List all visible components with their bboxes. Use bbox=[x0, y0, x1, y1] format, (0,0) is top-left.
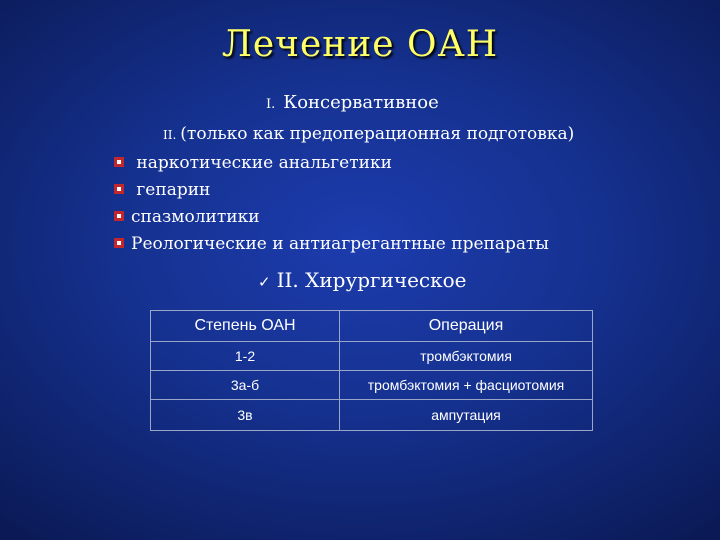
section-label: Консервативное bbox=[283, 92, 439, 113]
square-bullet-icon bbox=[114, 157, 124, 167]
note-number: II. bbox=[163, 128, 177, 142]
square-bullet-icon bbox=[114, 238, 124, 248]
slide-title: Лечение ОАН bbox=[221, 24, 499, 65]
table-cell: тромбэктомия + фасциотомия bbox=[340, 371, 593, 400]
table-cell: тромбэктомия bbox=[340, 342, 593, 371]
table-cell: 3а-б bbox=[151, 371, 340, 400]
table-row bbox=[151, 342, 593, 371]
section-label: II. Хирургическое bbox=[276, 268, 467, 292]
table-cell: 1-2 bbox=[151, 342, 340, 371]
section-conservative bbox=[266, 92, 439, 113]
section-surgical bbox=[258, 268, 466, 292]
table-cell: ампутация bbox=[340, 400, 593, 431]
table-row bbox=[151, 400, 593, 431]
column-header: Степень ОАН bbox=[151, 311, 340, 342]
table-row bbox=[151, 371, 593, 400]
note-text: (только как предоперационная подготовка) bbox=[180, 124, 575, 144]
grades-table bbox=[150, 310, 593, 431]
list-item: Реологические и антиагрегантные препараты bbox=[114, 231, 549, 258]
square-bullet-icon bbox=[114, 184, 124, 194]
preop-note bbox=[163, 124, 574, 144]
table-header-row bbox=[151, 311, 593, 342]
square-bullet-icon bbox=[114, 211, 124, 221]
list-item: спазмолитики bbox=[114, 204, 549, 231]
drug-list bbox=[114, 150, 549, 258]
list-item: наркотические анальгетики bbox=[114, 150, 549, 177]
section-number: I. bbox=[266, 97, 276, 112]
table-cell: 3в bbox=[151, 400, 340, 431]
column-header: Операция bbox=[340, 311, 593, 342]
list-item: гепарин bbox=[114, 177, 549, 204]
checkmark-icon: ✓ bbox=[258, 273, 271, 291]
